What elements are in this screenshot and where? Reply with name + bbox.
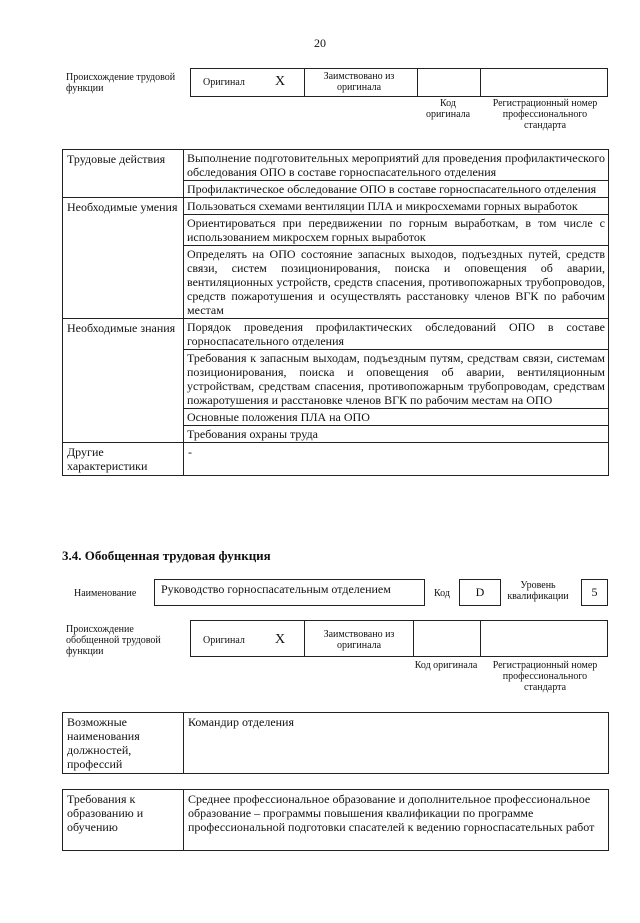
skills-cell [184,198,609,319]
positions-value: Командир отделения [184,713,609,774]
level-label: Уровень квалификации [507,580,569,602]
borrowed-label: Заимствовано из оригинала [323,71,395,93]
section-heading: 3.4. Обобщенная трудовая функция [62,548,271,563]
table-row [63,790,609,851]
table-row [63,319,609,443]
original-label: Оригинал [203,635,245,646]
reg-number-caption: Регистрационный номер профессионального стандарта [492,660,598,693]
education-label: Требования к образованию и обучению [63,790,184,851]
name-value: Руководство горноспасательным отделением [154,579,425,606]
table-row [63,713,609,774]
divider [480,69,481,96]
divider [413,621,414,656]
name-label: Наименование [74,588,137,599]
level-value: 5 [581,579,608,606]
code-caption: Код оригинала [414,660,478,671]
code-value: D [459,579,501,606]
skill-item: Определять на ОПО состояние запасных выходов, подъездных путей, средств связи, систем позиционирования, поиска и оповещения об аварии, вентиляционных устройств, средств спасения, противопожарных трубопроводов, средств пожаротушения и осуществлять расстановку членов ВГК по рабочим местам [184,245,608,318]
divider [480,621,481,656]
skills-label: Необходимые умения [63,198,184,319]
positions-label: Возможные наименования должностей, профессий [63,713,184,774]
original-mark: X [275,632,286,647]
original-mark: X [275,74,286,89]
page-number: 20 [314,36,326,50]
table-row [63,443,609,476]
skill-item: Ориентироваться при передвижении по горным выработкам, в том числе с использованием микросхем горных выработок [184,214,608,245]
function-table [62,149,609,476]
origin-label: Происхождение трудовой функции [66,72,176,94]
code-caption: Код оригинала [425,98,471,120]
knowledge-item: Основные положения ПЛА на ОПО [184,408,608,425]
divider [417,69,418,96]
education-table [62,789,609,851]
other-value: - [184,443,609,476]
action-item: Профилактическое обследование ОПО в составе горноспасательного отделения [184,180,608,197]
other-label: Другие характеристики [63,443,184,476]
knowledge-item: Требования к запасным выходам, подъездным путям, средствам связи, системам позиционирования, поиска и оповещения об аварии, вентиляционным устройствам, средствам спасения, противопожарным трубопроводам, средствам пожаротушения и расстановке членов ВГК по рабочим местам на ОПО [184,349,608,408]
origin-label: Происхождение обобщенной трудовой функции [66,624,161,657]
skill-item: Пользоваться схемами вентиляции ПЛА и микросхемами горных выработок [187,199,578,213]
code-label: Код [434,588,450,599]
divider [304,69,305,96]
table-row [63,198,609,319]
divider [304,621,305,656]
knowledge-cell [184,319,609,443]
positions-table [62,712,609,774]
table-row [63,150,609,198]
original-label: Оригинал [203,77,245,88]
actions-cell [184,150,609,198]
education-value: Среднее профессиональное образование и дополнительное профессиональное образование – программы повышения квалификации по программе профессиональной подготовки спасателей к ведению горноспасательных работ [184,790,609,851]
knowledge-item: Порядок проведения профилактических обследований ОПО в составе горноспасательного отделения [187,320,605,348]
origin-row [190,68,608,97]
knowledge-item: Требования охраны труда [184,425,608,442]
borrowed-label: Заимствовано из оригинала [323,629,395,651]
actions-label: Трудовые действия [63,150,184,198]
action-item: Выполнение подготовительных мероприятий для проведения профилактического обследования ОПО в составе горноспасательного отделения [187,151,605,179]
knowledge-label: Необходимые знания [63,319,184,443]
origin-row [190,620,608,657]
reg-number-caption: Регистрационный номер профессионального стандарта [492,98,598,131]
